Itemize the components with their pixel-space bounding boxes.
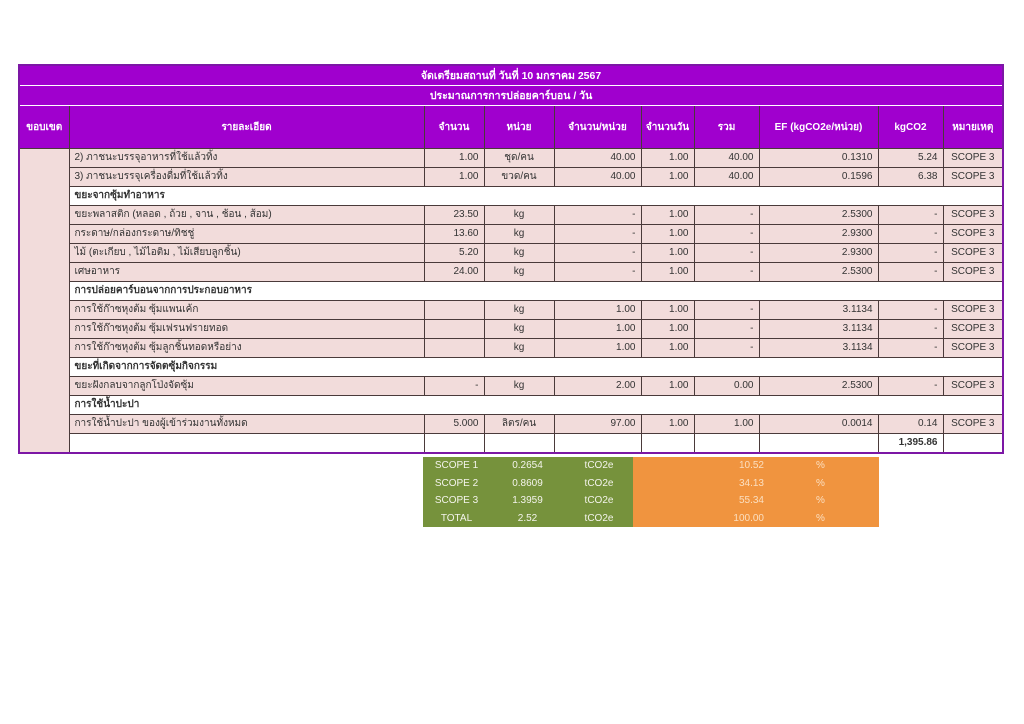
table-row [19,415,1003,434]
table-title: จัดเตรียมสถานที่ วันที่ 10 มกราคม 2567 [19,65,1003,86]
cell-ef: 2.5300 [759,206,878,225]
cell-desc: การใช้ก๊าซหุงต้ม ซุ้มแพนเค้ก [69,301,424,320]
cell-unit: kg [484,320,554,339]
table-title-row [19,65,1003,86]
cell-total: - [694,320,759,339]
summary-unit: tCO2e [565,510,633,528]
cell-note [943,434,1003,454]
cell-total: - [694,339,759,358]
cell-total: - [694,206,759,225]
section-header-row [19,282,1003,301]
cell-kgco2: - [878,377,943,396]
cell-desc: ไม้ (ตะเกียบ , ไม้ไอติม , ไม้เสียบลูกชิ้น) [69,244,424,263]
cell-kgco2: - [878,206,943,225]
summary-percent: 34.13 [633,475,792,493]
col-header-scope: ขอบเขต [19,106,69,149]
cell-qty [424,320,484,339]
cell-qty: 5.20 [424,244,484,263]
col-header-ef: EF (kgCO2e/หน่วย) [759,106,878,149]
cell-unit: ขวด/คน [484,168,554,187]
cell-per-unit: 1.00 [554,320,641,339]
section-title: ขยะที่เกิดจากการจัดตซุ้มกิจกรรม [69,358,1003,377]
cell-unit: kg [484,377,554,396]
summary-percent: 55.34 [633,492,792,510]
cell-desc: การใช้ก๊าซหุงต้ม ซุ้มเฟรนฟรายทอด [69,320,424,339]
cell-days: 1.00 [641,206,694,225]
cell-desc: กระดาษ/กล่องกระดาษ/ทิชชู่ [69,225,424,244]
cell-ef: 2.9300 [759,244,878,263]
cell-total: - [694,244,759,263]
cell-qty [424,339,484,358]
cell-unit: kg [484,301,554,320]
cell-per-unit: - [554,225,641,244]
summary-unit: tCO2e [565,475,633,493]
cell-kgco2: - [878,339,943,358]
section-title: การปล่อยคาร์บอนจากการประกอบอาหาร [69,282,1003,301]
cell-qty: 24.00 [424,263,484,282]
cell-days: 1.00 [641,149,694,168]
summary-value: 1.3959 [490,492,565,510]
cell-per-unit [554,434,641,454]
cell-kgco2: 6.38 [878,168,943,187]
table-row [19,206,1003,225]
grand-total-row [19,434,1003,454]
cell-ef: 2.9300 [759,225,878,244]
cell-desc [69,434,424,454]
cell-per-unit: - [554,244,641,263]
cell-desc: เศษอาหาร [69,263,424,282]
cell-qty: 13.60 [424,225,484,244]
table-row [19,149,1003,168]
col-header-per-unit: จำนวน/หน่วย [554,106,641,149]
cell-total: 40.00 [694,149,759,168]
cell-ef [759,434,878,454]
cell-ef: 0.1310 [759,149,878,168]
cell-qty [424,301,484,320]
cell-total [694,434,759,454]
table-row [19,301,1003,320]
cell-note: SCOPE 3 [943,339,1003,358]
cell-unit: kg [484,244,554,263]
summary-percent-unit: % [792,510,879,528]
cell-ef: 3.1134 [759,301,878,320]
summary-value: 0.8609 [490,475,565,493]
summary-label: SCOPE 1 [423,457,490,475]
col-header-note: หมายเหตุ [943,106,1003,149]
col-header-detail: รายละเอียด [69,106,424,149]
cell-ef: 0.1596 [759,168,878,187]
cell-note: SCOPE 3 [943,225,1003,244]
cell-days: 1.00 [641,415,694,434]
cell-note: SCOPE 3 [943,206,1003,225]
section-header-row [19,358,1003,377]
cell-qty: - [424,377,484,396]
summary-percent: 100.00 [633,510,792,528]
summary-percent: 10.52 [633,457,792,475]
cell-days: 1.00 [641,320,694,339]
summary-label: SCOPE 3 [423,492,490,510]
cell-days: 1.00 [641,377,694,396]
cell-total: 40.00 [694,168,759,187]
cell-unit: kg [484,225,554,244]
cell-note: SCOPE 3 [943,301,1003,320]
cell-kgco2: 0.14 [878,415,943,434]
cell-note: SCOPE 3 [943,320,1003,339]
cell-unit: kg [484,339,554,358]
cell-ef: 2.5300 [759,377,878,396]
cell-ef: 3.1134 [759,339,878,358]
cell-qty [424,434,484,454]
cell-days: 1.00 [641,263,694,282]
cell-total: - [694,225,759,244]
table-row [19,263,1003,282]
cell-total: 1.00 [694,415,759,434]
cell-note: SCOPE 3 [943,263,1003,282]
summary-label: TOTAL [423,510,490,528]
table-subtitle-row [19,86,1003,106]
cell-total: - [694,263,759,282]
col-header-unit: หน่วย [484,106,554,149]
section-header-row [19,396,1003,415]
section-header-row [19,187,1003,206]
table-row [19,377,1003,396]
cell-desc: 3) ภาชนะบรรจุเครื่องดื่มที่ใช้แล้วทิ้ง [69,168,424,187]
cell-ef: 3.1134 [759,320,878,339]
table-row [19,320,1003,339]
summary-value: 0.2654 [490,457,565,475]
carbon-emission-table [18,64,1004,454]
cell-per-unit: 1.00 [554,339,641,358]
cell-per-unit: 40.00 [554,149,641,168]
summary-percent-unit: % [792,492,879,510]
cell-qty: 1.00 [424,168,484,187]
cell-kgco2: 5.24 [878,149,943,168]
cell-qty: 1.00 [424,149,484,168]
column-header-row [19,106,1003,149]
summary-label: SCOPE 2 [423,475,490,493]
cell-unit: kg [484,206,554,225]
cell-per-unit: 40.00 [554,168,641,187]
summary-unit: tCO2e [565,492,633,510]
table-row [19,244,1003,263]
cell-kgco2: - [878,263,943,282]
table-row [19,225,1003,244]
cell-per-unit: 2.00 [554,377,641,396]
cell-unit: kg [484,263,554,282]
cell-unit: ชุด/คน [484,149,554,168]
col-header-days: จำนวนวัน [641,106,694,149]
cell-note: SCOPE 3 [943,149,1003,168]
col-header-kgco2: kgCO2 [878,106,943,149]
cell-kgco2: - [878,301,943,320]
cell-note: SCOPE 3 [943,377,1003,396]
cell-desc: การใช้น้ำปะปา ของผู้เข้าร่วมงานทั้งหมด [69,415,424,434]
summary-value: 2.52 [490,510,565,528]
cell-qty: 5.000 [424,415,484,434]
cell-desc: 2) ภาชนะบรรจุอาหารที่ใช้แล้วทิ้ง [69,149,424,168]
table-subtitle: ประมาณการการปล่อยคาร์บอน / วัน [19,86,1003,106]
cell-kgco2: - [878,320,943,339]
table-row [19,339,1003,358]
cell-desc: ขยะพลาสติก (หลอด , ถ้วย , จาน , ช้อน , ส้อม) [69,206,424,225]
section-title: ขยะจากซุ้มทำอาหาร [69,187,1003,206]
cell-ef: 0.0014 [759,415,878,434]
cell-note: SCOPE 3 [943,244,1003,263]
summary-percent-unit: % [792,457,879,475]
cell-days [641,434,694,454]
cell-days: 1.00 [641,168,694,187]
summary-unit: tCO2e [565,457,633,475]
cell-ef: 2.5300 [759,263,878,282]
cell-qty: 23.50 [424,206,484,225]
scope-column-cell [19,149,69,454]
scope-summary-table [423,457,879,527]
cell-per-unit: - [554,206,641,225]
col-header-qty: จำนวน [424,106,484,149]
cell-per-unit: - [554,263,641,282]
cell-total: 0.00 [694,377,759,396]
cell-days: 1.00 [641,244,694,263]
cell-note: SCOPE 3 [943,415,1003,434]
cell-per-unit: 97.00 [554,415,641,434]
cell-desc: การใช้ก๊าซหุงต้ม ซุ้มลูกชิ้นทอดหรือย่าง [69,339,424,358]
cell-days: 1.00 [641,339,694,358]
cell-unit: ลิตร/คน [484,415,554,434]
cell-total: - [694,301,759,320]
cell-days: 1.00 [641,225,694,244]
cell-days: 1.00 [641,301,694,320]
grand-total-kgco2: 1,395.86 [878,434,943,454]
col-header-total: รวม [694,106,759,149]
cell-unit [484,434,554,454]
cell-per-unit: 1.00 [554,301,641,320]
summary-percent-unit: % [792,475,879,493]
cell-kgco2: - [878,244,943,263]
cell-kgco2: - [878,225,943,244]
cell-note: SCOPE 3 [943,168,1003,187]
section-title: การใช้น้ำปะปา [69,396,1003,415]
table-row [19,168,1003,187]
cell-desc: ขยะฝังกลบจากลูกโป่งจัดซุ้ม [69,377,424,396]
